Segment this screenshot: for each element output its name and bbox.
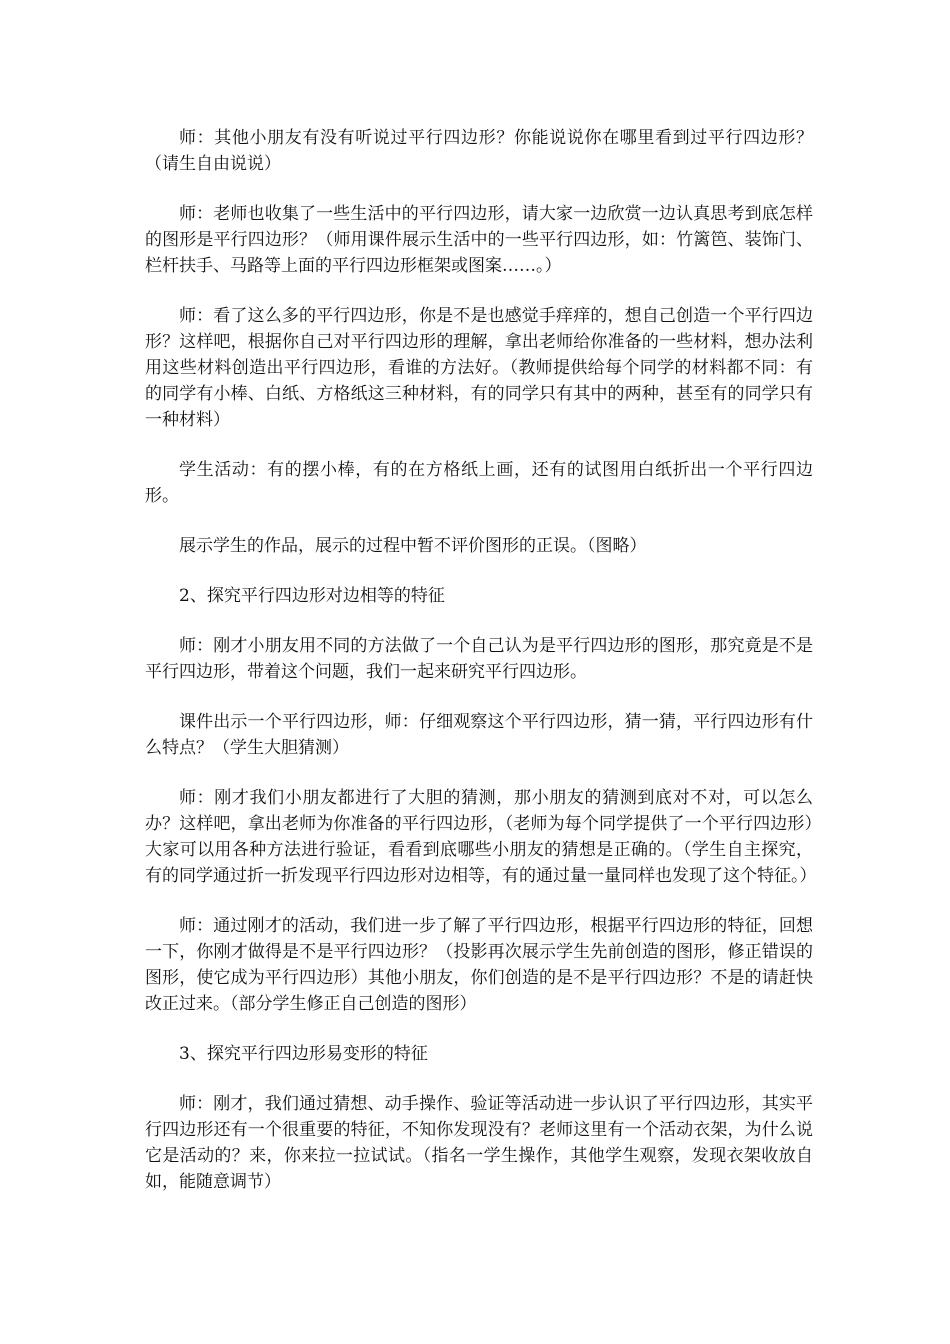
paragraph-research-intro: 师：刚才小朋友用不同的方法做了一个自己认为是平行四边形的图形，那究竟是不是平行四边形，带着这个问题，我们一起来研究平行四边形。	[145, 636, 813, 682]
section-heading-2: 2、探究平行四边形对边相等的特征	[179, 586, 445, 606]
paragraph-verify: 师：刚才我们小朋友都进行了大胆的猜测，那小朋友的猜测到底对不对，可以怎么办？这样吧，拿出老师为你准备的平行四边形，（老师为每个同学提供了一个平行四边形）大家可以用各种方法进行验证，看看到底哪些小朋友的猜想是正确的。（学生自主探究，有的同学通过折一折发现平行四边形对边相等，有的通过量一量同样也发现了这个特征。）	[145, 788, 817, 886]
section-heading-3: 3、探究平行四边形易变形的特征	[179, 1044, 428, 1064]
paragraph-show-works: 展示学生的作品，展示的过程中暂不评价图形的正误。（图略）	[179, 536, 647, 556]
paragraph-teacher-question: 师：其他小朋友有没有听说过平行四边形？你能说说你在哪里看到过平行四边形？（请生自由说说）	[145, 128, 813, 174]
paragraph-life-examples: 师：老师也收集了一些生活中的平行四边形，请大家一边欣赏一边认真思考到底怎样的图形是平行四边形？（师用课件展示生活中的一些平行四边形，如：竹篱笆、装饰门、栏杆扶手、马路等上面的平行四边形框架或图案……。）	[145, 204, 813, 276]
paragraph-student-activity: 学生活动：有的摆小棒，有的在方格纸上画，还有的试图用白纸折出一个平行四边形。	[145, 460, 813, 506]
paragraph-observe-guess: 课件出示一个平行四边形，师：仔细观察这个平行四边形，猜一猜，平行四边形有什么特点？（学生大胆猜测）	[145, 712, 813, 758]
paragraph-correct-figures: 师：通过刚才的活动，我们进一步了解了平行四边形，根据平行四边形的特征，回想一下，你刚才做得是不是平行四边形？（投影再次展示学生先前创造的图形，修正错误的图形，使它成为平行四边形）其他小朋友，你们创造的是不是平行四边形？不是的请赶快改正过来。（部分学生修正自己创造的图形）	[145, 916, 813, 1014]
paragraph-create-parallelogram: 师：看了这么多的平行四边形，你是不是也感觉手痒痒的，想自己创造一个平行四边形？这样吧，根据你自己对平行四边形的理解，拿出老师给你准备的一些材料，想办法利用这些材料创造出平行四边形，看谁的方法好。（教师提供给每个同学的材料都不同：有的同学有小棒、白纸、方格纸这三种材料，有的同学只有其中的两种，甚至有的同学只有一种材料）	[145, 306, 813, 430]
paragraph-deformable-hanger: 师：刚才，我们通过猜想、动手操作、验证等活动进一步认识了平行四边形，其实平行四边形还有一个很重要的特征，不知你发现没有？老师这里有一个活动衣架，为什么说它是活动的？来，你来拉一拉试试。（指名一学生操作，其他学生观察，发现衣架收放自如，能随意调节）	[145, 1094, 813, 1192]
document-body	[145, 125, 817, 1219]
